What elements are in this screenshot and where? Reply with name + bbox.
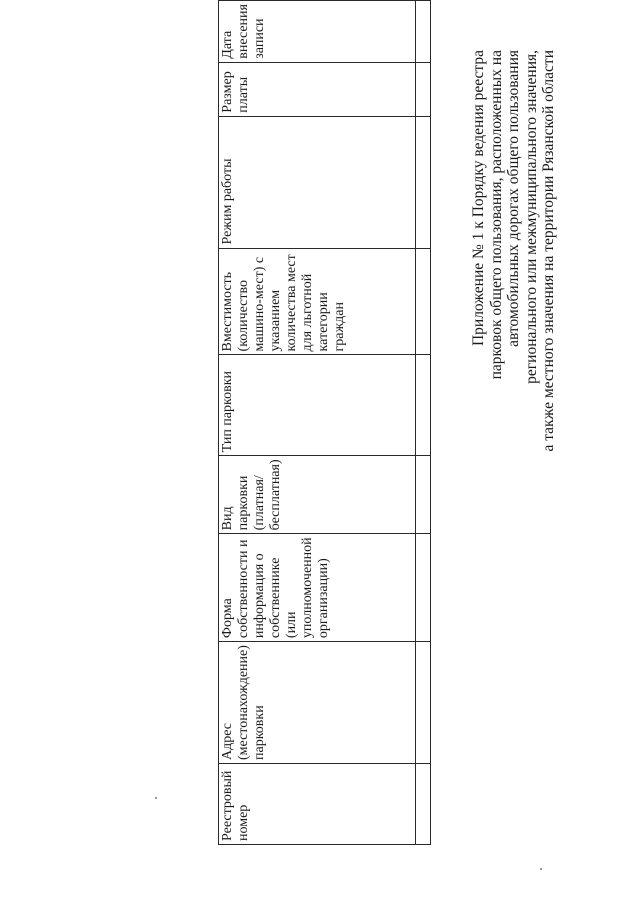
appendix-header xyxy=(470,50,558,905)
scan-speck xyxy=(540,868,542,870)
col-parking-kind: Вид парковки (платная/бесплатная) xyxy=(219,456,416,534)
col-capacity: Вместимость (количество машино-мест) с указанием количества мест для льготной категории граждан xyxy=(219,248,416,355)
header-line-2: парковок общего пользования, расположенных на xyxy=(487,50,505,380)
scan-speck xyxy=(155,797,157,799)
table-cell xyxy=(416,456,431,534)
header-line-5: а также местного значения на территории Рязанской области xyxy=(540,50,557,452)
table-cell xyxy=(416,764,431,845)
col-working-hours: Режим работы xyxy=(219,116,416,248)
table-cell xyxy=(416,642,431,764)
col-registry-number: Реестровый номер xyxy=(219,764,416,845)
table-cell xyxy=(416,1,431,63)
col-parking-type: Тип парковки xyxy=(219,355,416,456)
table-header-row xyxy=(219,1,416,845)
registry-table xyxy=(218,0,431,845)
col-ownership: Форма собственности и информация о собственнике (или уполномоченной организации) xyxy=(219,534,416,642)
header-line-4: регионального или межмуниципального значения, xyxy=(522,50,540,384)
table-cell xyxy=(416,534,431,642)
table-cell xyxy=(416,116,431,248)
col-address: Адрес (местонахождение) парковки xyxy=(219,642,416,764)
table-cell xyxy=(416,248,431,355)
header-line-3: автомобильных дорогах общего пользования xyxy=(505,50,522,347)
col-record-date: Дата внесения записи xyxy=(219,1,416,63)
table-cell xyxy=(416,355,431,456)
table-cell xyxy=(416,62,431,116)
header-line-1: Приложение № 1 к Порядку ведения реестра xyxy=(470,50,487,347)
col-fee: Размер платы xyxy=(219,62,416,116)
table-row xyxy=(416,1,431,845)
